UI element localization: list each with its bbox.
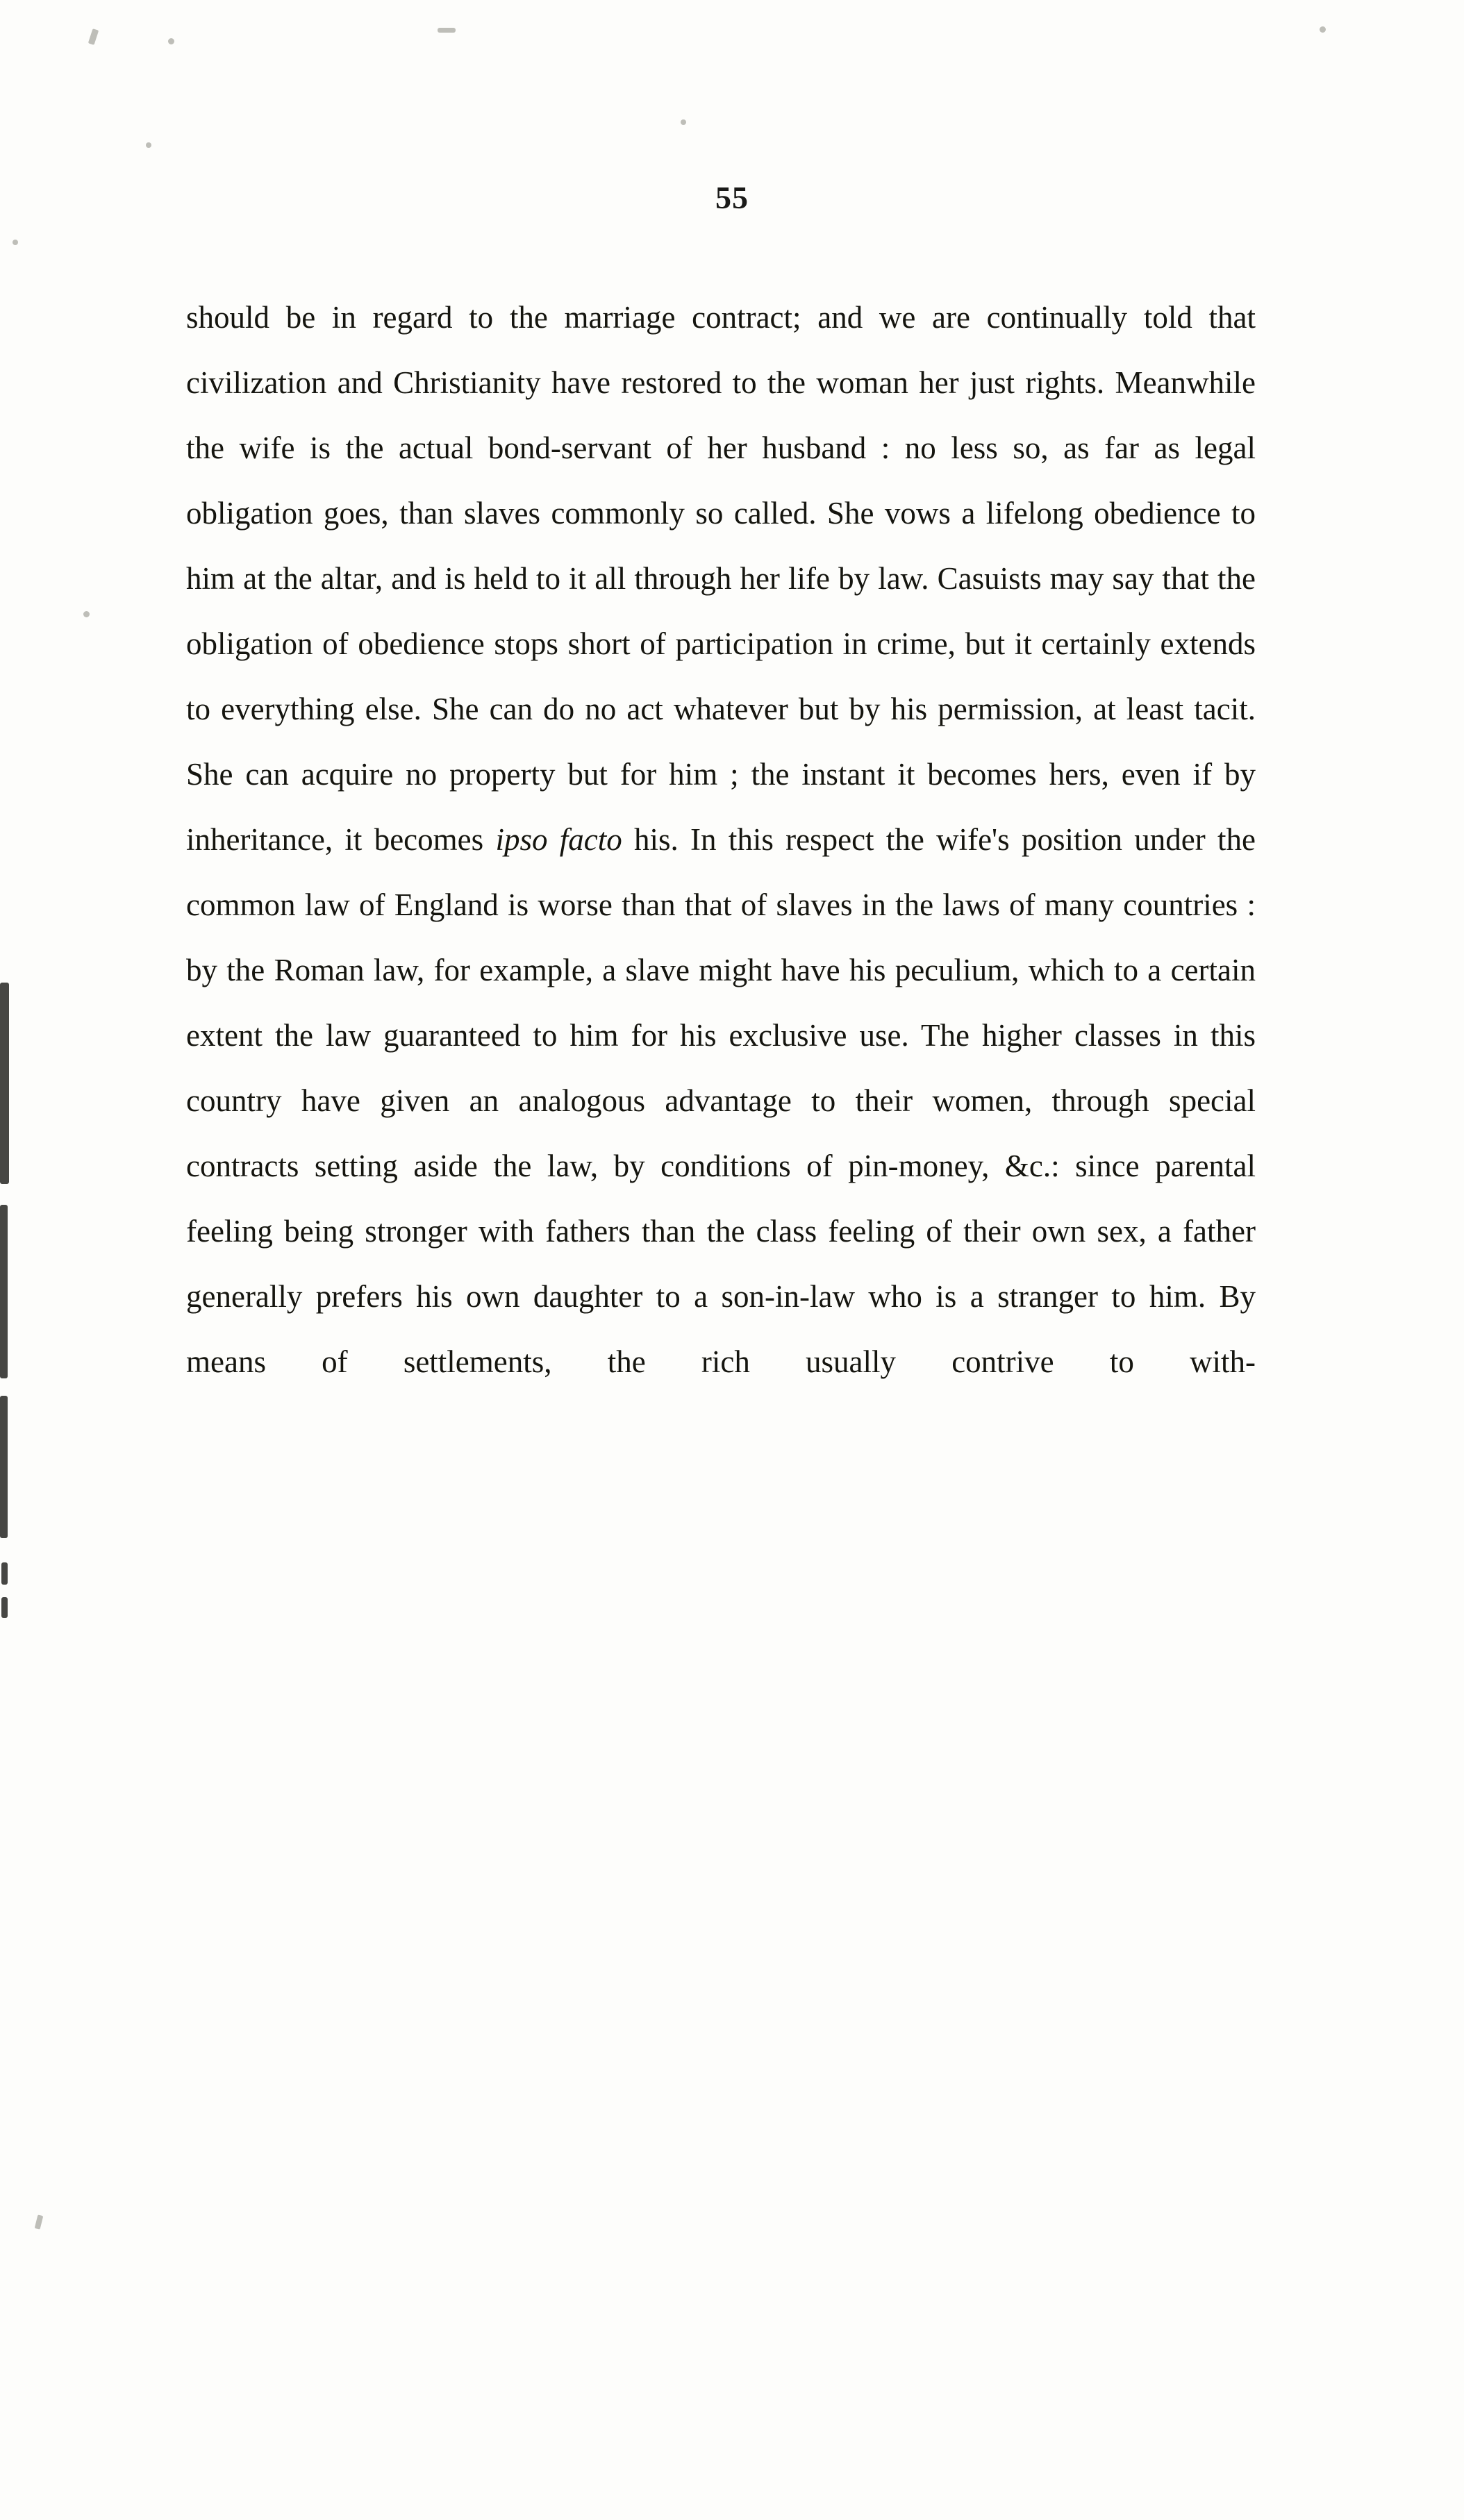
body-paragraph xyxy=(186,285,1256,1460)
body-text-segment-2: his. In this respect the wife's position under the common law of England is worse than that of slaves in the laws of many countries : by the Roman law, for example, a slave might have his peculium, which to a certain extent the law guaranteed to him for his exclusive use. The higher classes in this country have given an analogous advantage to their women, through special contracts setting aside the law, by conditions of pin-money, &c.: since parental feeling being stronger with fathers than the class feeling of their own sex, a father generally prefers his own daughter to a son-in-law who is a stranger to him. By means of settlements, the rich usually contrive to with- xyxy=(186,822,1256,1379)
scan-speck xyxy=(681,119,686,125)
body-text-segment-italic: ipso facto xyxy=(495,822,622,857)
page-number: 55 xyxy=(715,180,749,215)
scan-edge-mark xyxy=(0,1205,8,1378)
scan-edge-mark xyxy=(1,1562,8,1585)
scan-speck xyxy=(168,38,174,44)
scan-edge-mark xyxy=(1,1597,8,1618)
scan-speck xyxy=(35,2214,44,2229)
scan-speck xyxy=(13,240,18,245)
scan-speck xyxy=(438,28,456,33)
scan-edge-mark xyxy=(0,983,9,1184)
scan-speck xyxy=(1320,26,1326,33)
scan-speck xyxy=(146,142,151,148)
page-body-text xyxy=(186,285,1256,1460)
scan-speck xyxy=(83,611,90,617)
body-text-segment-1: should be in regard to the marriage contract; and we are continually told that civilization and Christianity have restored to the woman her just rights. Meanwhile the wife is the actual bond-servant of her husband : no less so, as far as legal obligation goes, than slaves commonly so called. She vows a lifelong obedience to him at the altar, and is held to it all through her life by law. Casuists may say that the obligation of obedience stops short of participation in crime, but it certainly extends to everything else. She can do no act whatever but by his permission, at least tacit. She can acquire no property but for him ; the instant it becomes hers, even if by inheritance, it becomes xyxy=(186,300,1256,857)
scan-edge-mark xyxy=(0,1396,8,1538)
scan-speck xyxy=(88,28,99,45)
